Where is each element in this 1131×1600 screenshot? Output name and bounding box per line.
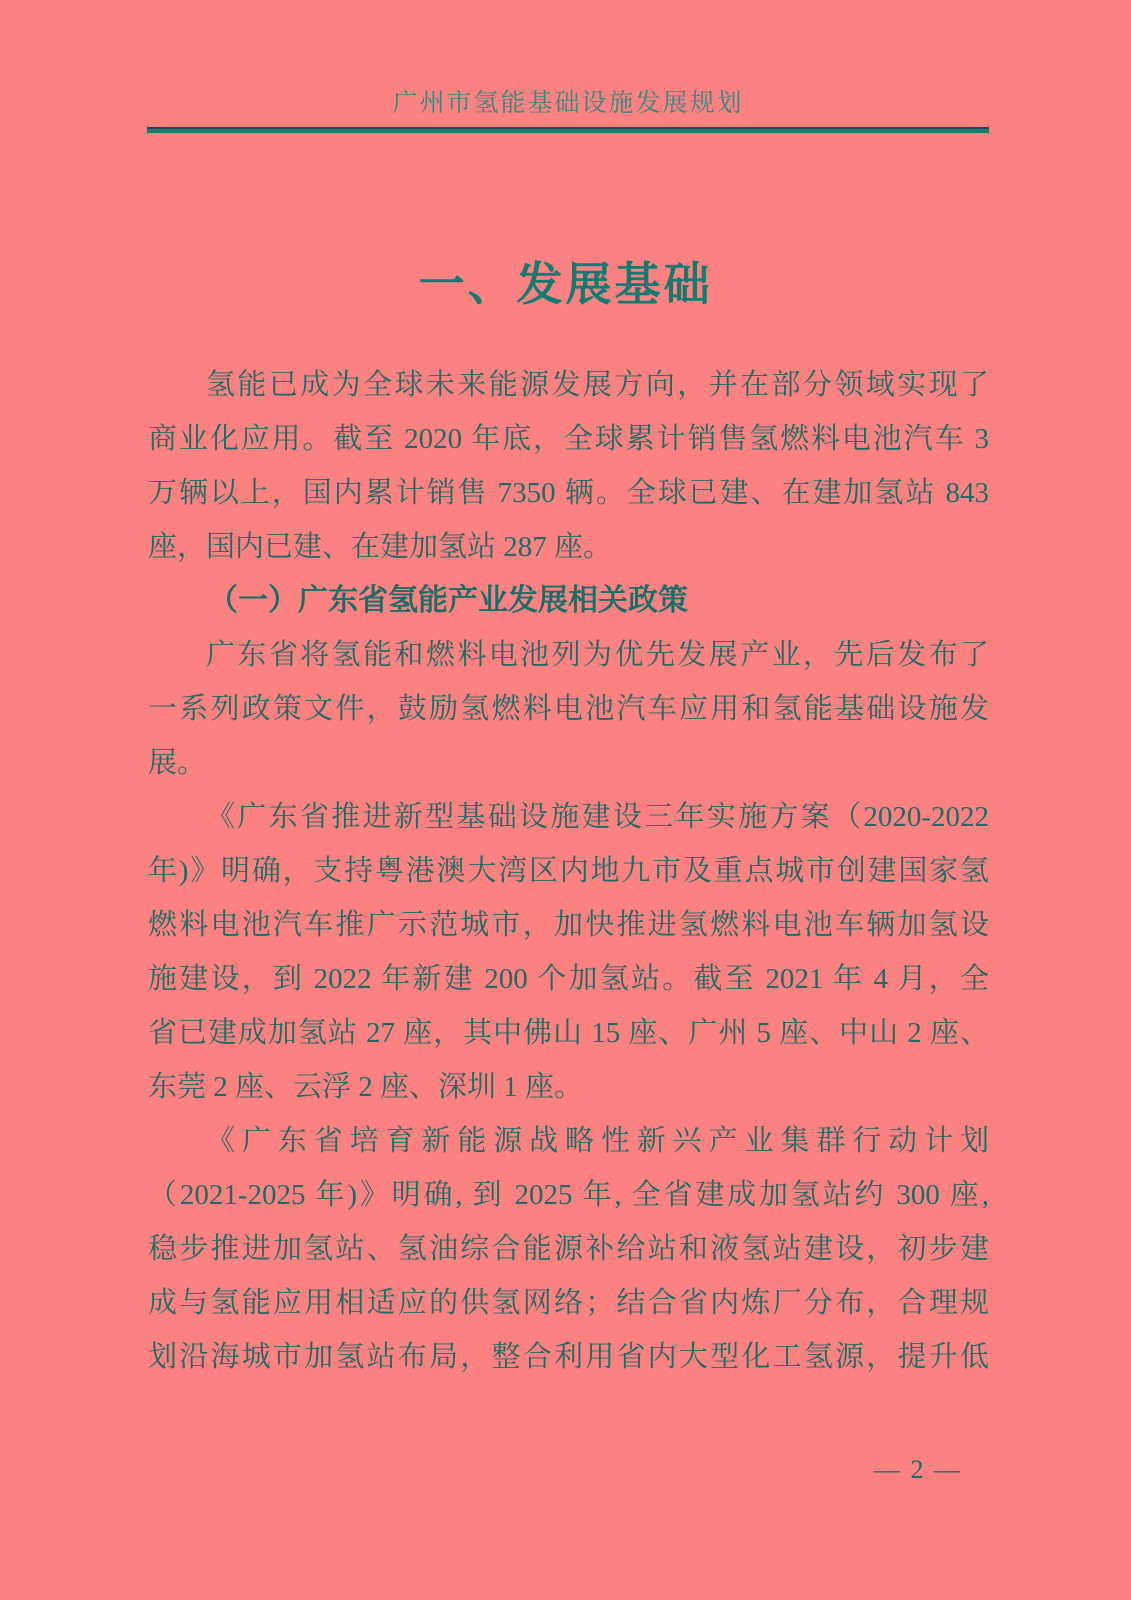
paragraph-line: 商业化应用。截至 2020 年底，全球累计销售氢燃料电池汽车 3 <box>148 423 989 455</box>
page-header <box>147 0 989 133</box>
paragraph-line: 万辆以上，国内累计销售 7350 辆。全球已建、在建加氢站 843 <box>148 477 989 509</box>
section-title: 一、发展基础 <box>418 258 713 310</box>
page-number: — 2 — <box>874 1455 962 1484</box>
paragraph-line: 《广东省推进新型基础设施建设三年实施方案（2020-2022 <box>206 801 989 833</box>
paragraph-line: 成与氢能应用相适应的供氢网络；结合省内炼厂分布，合理规 <box>148 1287 989 1319</box>
paragraph-line: 一系列政策文件，鼓励氢燃料电池汽车应用和氢能基础设施发 <box>148 693 989 725</box>
subsection-heading: （一）广东省氢能产业发展相关政策 <box>208 584 688 617</box>
paragraph-line: 东莞 2 座、云浮 2 座、深圳 1 座。 <box>148 1071 584 1103</box>
header-title: 广州市氢能基础设施发展规划 <box>392 89 744 117</box>
paragraph-line: 稳步推进加氢站、氢油综合能源补给站和液氢站建设，初步建 <box>148 1233 989 1265</box>
header-rule-divider <box>147 127 989 133</box>
paragraph-line: 《广东省培育新能源战略性新兴产业集群行动计划 <box>206 1125 989 1157</box>
paragraph-line: 省已建成加氢站 27 座，其中佛山 15 座、广州 5 座、中山 2 座、 <box>148 1017 989 1049</box>
paragraph-line: 氢能已成为全球未来能源发展方向，并在部分领域实现了 <box>206 369 989 401</box>
document-body <box>148 358 989 1384</box>
paragraph-line: 施建设，到 2022 年新建 200 个加氢站。截至 2021 年 4 月，全 <box>148 963 989 995</box>
paragraph-line: 燃料电池汽车推广示范城市，加快推进氢燃料电池车辆加氢设 <box>148 909 989 941</box>
paragraph-line: 广东省将氢能和燃料电池列为优先发展产业，先后发布了 <box>206 639 989 671</box>
paragraph-line: 座，国内已建、在建加氢站 287 座。 <box>148 531 613 563</box>
paragraph-line: （2021-2025 年)》明确, 到 2025 年, 全省建成加氢站约 300 座, <box>148 1179 989 1211</box>
paragraph-line: 划沿海城市加氢站布局，整合利用省内大型化工氢源，提升低 <box>148 1341 989 1373</box>
paragraph-line: 年)》明确，支持粤港澳大湾区内地九市及重点城市创建国家氢 <box>148 855 989 887</box>
paragraph-line: 展。 <box>148 747 207 779</box>
